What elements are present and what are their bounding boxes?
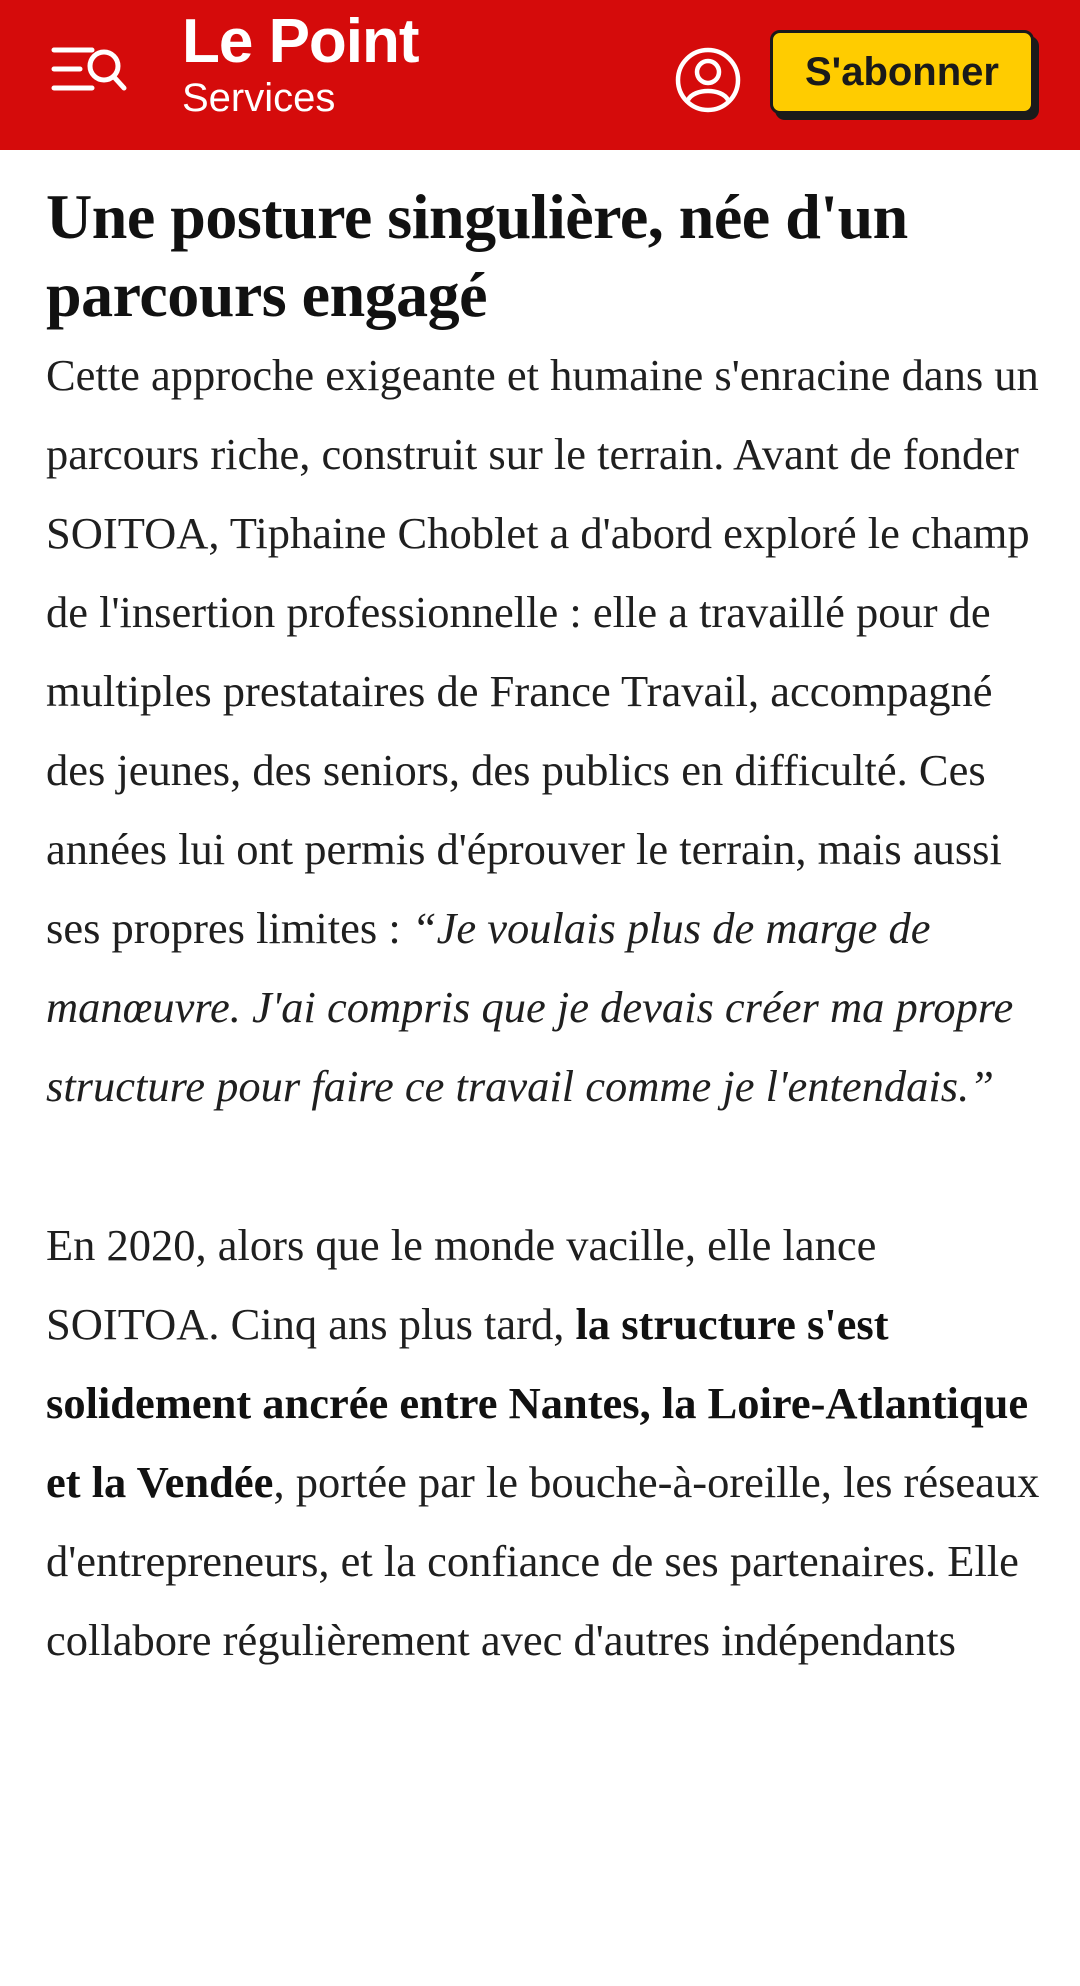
article-paragraph [46,336,1040,1126]
paragraph-text: , portée par le bouche-à-oreille, les réseaux d'entrepreneurs, et la confiance de ses partenaires. Elle collabore régulièrement avec d'autres indépendants [46,1457,1040,1665]
article-body [0,150,1080,1680]
paragraph-text: Cette approche exigeante et humaine s'enracine dans un parcours riche, construit sur le terrain. Avant de fonder SOITOA, Tiphaine Choblet a d'abord exploré le champ de l'insertion professionnelle : elle a travaillé pour de multiples prestataires de France Travail, accompagné des jeunes, des seniors, des publics en difficulté. Ces années lui ont permis d'éprouver le terrain, mais aussi ses propres limites : [46,350,1039,953]
quote-text: “Je voulais plus de marge de manœuvre. J'ai compris que je devais créer ma propre structure pour faire ce travail comme je l'entendais.” [46,903,1014,1111]
paragraph-text: En 2020, alors que le monde vacille, elle lance SOITOA. Cinq ans plus tard, [46,1220,877,1349]
user-icon[interactable] [672,44,744,116]
menu-search-icon[interactable] [48,36,132,112]
brand-name: Le Point [182,7,419,76]
article-paragraph [46,1206,1040,1680]
bold-text: la structure s'est solidement ancrée entre Nantes, la Loire-Atlantique et la Vendée [46,1299,1029,1507]
subscribe-button[interactable]: S'abonner [770,30,1034,114]
top-bar [0,0,1080,150]
brand-section: Services [182,76,336,120]
brand-logo[interactable] [182,6,419,120]
section-heading: Une posture singulière, née d'un parcours engagé [46,181,908,330]
